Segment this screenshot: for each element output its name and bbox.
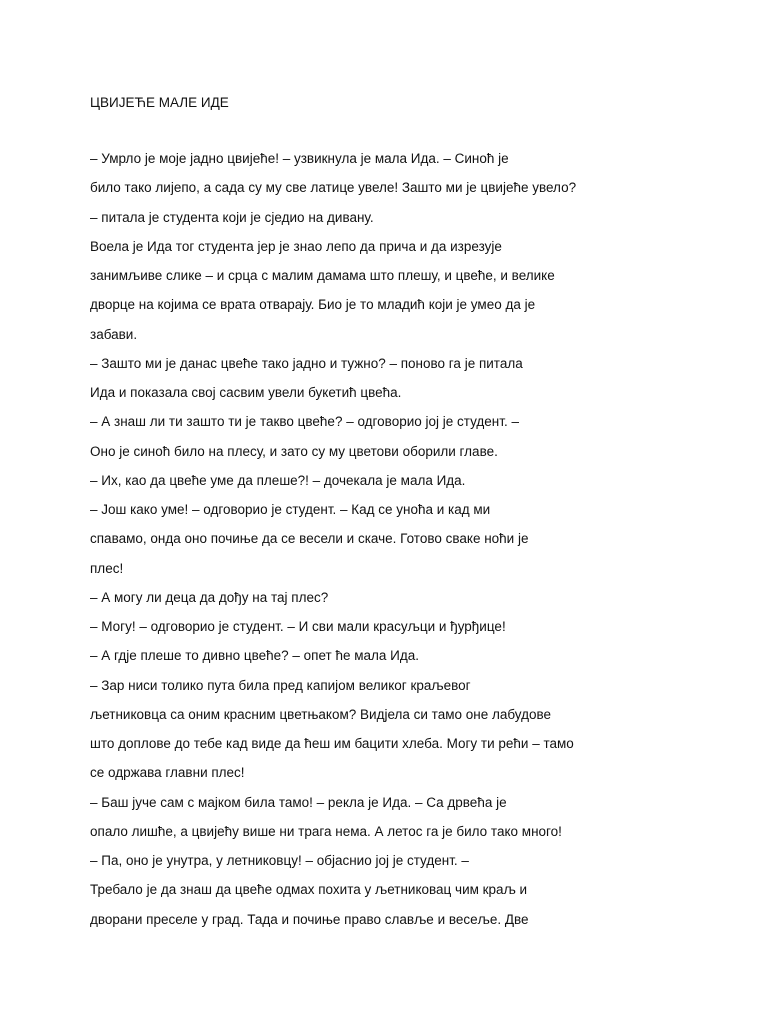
text-line: – А гдје плеше то дивно цвеће? – опет ће мала Ида. xyxy=(90,648,419,664)
document-title: ЦВИЈЕЋЕ МАЛЕ ИДЕ xyxy=(90,95,229,110)
text-line: што доплове до тебе кад виде да ћеш им бацити хлеба. Могу ти рећи – тамо xyxy=(90,736,574,751)
text-line: спавамо, онда оно почиње да се весели и скаче. Готово сваке ноћи је xyxy=(90,531,529,547)
text-line: љетниковца са оним красним цветњаком? Видјела си тамо оне лабудове xyxy=(90,706,552,722)
text-line: – Још како уме! – одговорио је студент. – Кад се уноћа и кад ми xyxy=(90,502,491,517)
text-line: – Зашто ми је данас цвеће тако јадно и тужно? – поново га је питала xyxy=(90,355,523,371)
text-line: Требало је да знаш да цвеће одмах похита у љетниковац чим краљ и xyxy=(90,882,528,898)
text-line: било тако лијепо, а сада су му све латице увеле! Зашто ми је цвијеће увело? xyxy=(90,180,577,196)
text-line: – Могу! – одговорио је студент. – И сви мали красуљци и ђурђице! xyxy=(90,619,506,634)
text-line: Оно је синоћ било на плесу, и зато су му цветови оборили главе. xyxy=(90,443,498,459)
text-line: – А могу ли деца да дођу на тај плес? xyxy=(90,589,329,605)
text-line: плес! xyxy=(90,560,124,576)
text-line: забави. xyxy=(90,326,138,342)
text-line: се одржава главни плес! xyxy=(90,765,245,781)
text-line: – Па, оно је унутра, у летниковцу! – објаснио јој је студент. – xyxy=(90,853,469,868)
text-line: занимљиве слике – и срца с малим дамама што плешу, и цвеће, и велике xyxy=(90,268,555,283)
text-line: Воела је Ида тог студента јер је знао лепо да прича и да изрезује xyxy=(90,238,502,254)
text-line: – Зар ниси толико пута била пред капијом великог краљевог xyxy=(90,677,471,693)
text-line: Ида и показала свој сасвим увели букетић цвећа. xyxy=(90,385,402,400)
text-line: дворце на којима се врата отварају. Био је то младић који је умео да је xyxy=(90,297,536,313)
text-line: – Баш јуче сам с мајком била тамо! – рекла је Ида. – Са дрвећа је xyxy=(90,794,507,810)
text-line: – Умрло је моје јадно цвијеће! – узвикнула је мала Ида. – Синоћ је xyxy=(90,151,509,166)
text-line: дворани преселе у град. Тада и почиње право славље и весеље. Две xyxy=(90,911,529,927)
text-line: – Их, као да цвеће уме да плеше?! – дочекала је мала Ида. xyxy=(90,472,466,488)
document-body xyxy=(90,150,730,940)
text-line: – питала је студента који је сједио на дивану. xyxy=(90,209,374,225)
text-line: – А знаш ли ти зашто ти је такво цвеће? – одговорио јој је студент. – xyxy=(90,414,519,430)
text-line: опало лишће, а цвијећу више ни трага нема. А летос га је било тако много! xyxy=(90,823,562,839)
